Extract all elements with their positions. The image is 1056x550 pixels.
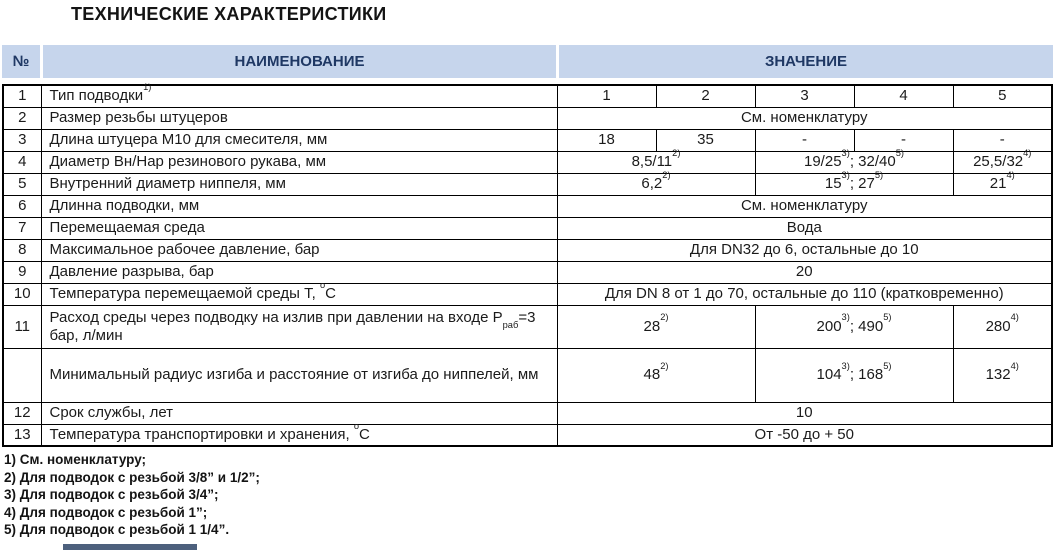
row-number-cell: 4 [3, 151, 41, 173]
row-name-cell: Температура перемещаемой среды Т, $^о$С [41, 283, 557, 305]
row-value-cell: 8,5/11$^{2)}$ [557, 151, 755, 173]
table-body [3, 82, 1052, 446]
row-value-cell: Для DN32 до 6, остальные до 10 [557, 239, 1052, 261]
row-number-cell: 7 [3, 217, 41, 239]
row-name-cell: Тип подводки$^{1)}$ [41, 85, 557, 107]
footnote-line: 5) Для подводок с резьбой 1 1/4”. [4, 522, 230, 538]
footnote-line: 3) Для подводок с резьбой 3/4”; [4, 487, 219, 503]
row-value-cell: 104$^{3)}$; 168$^{5)}$ [755, 348, 953, 402]
table-row [3, 305, 1052, 348]
header-cell-value: ЗНАЧЕНИЕ [559, 45, 1053, 78]
cropped-next-section-artifact [63, 544, 197, 550]
row-name-cell: Минимальный радиус изгиба и расстояние от изгиба до ниппелей, мм [41, 348, 557, 402]
row-name-cell: Размер резьбы штуцеров [41, 107, 557, 129]
row-value-cell: - [755, 129, 854, 151]
table-row [3, 261, 1052, 283]
row-value-cell: 28$^{2)}$ [557, 305, 755, 348]
row-value-cell: 20 [557, 261, 1052, 283]
row-value-cell: См. номенклатуру [557, 195, 1052, 217]
row-value-cell: 280$^{4)}$ [953, 305, 1052, 348]
table-row [3, 402, 1052, 424]
footnote-line: 2) Для подводок с резьбой 3/8” и 1/2”; [4, 469, 260, 485]
table-row [3, 217, 1052, 239]
row-number-cell: 11 [3, 305, 41, 348]
table-row [3, 151, 1052, 173]
table-row [3, 195, 1052, 217]
header-cell-name: НАИМЕНОВАНИЕ [43, 45, 556, 78]
row-value-cell: 3 [755, 85, 854, 107]
row-value-cell: 25,5/32$^{4)}$ [953, 151, 1052, 173]
row-number-cell: 6 [3, 195, 41, 217]
row-value-cell: 6,2$^{2)}$ [557, 173, 755, 195]
row-name-cell: Диаметр Вн/Нар резинового рукава, мм [41, 151, 557, 173]
footnote-line: 1) См. номенклатуру; [4, 452, 147, 467]
row-value-cell: - [854, 129, 953, 151]
row-name-cell: Длина штуцера М10 для смесителя, мм [41, 129, 557, 151]
row-name-cell: Расход среды через подводку на излив при давлении на входе $Р_{раб}=3$ бар, л/мин [41, 305, 557, 348]
footnote-line: 4) Для подводок с резьбой 1”; [4, 504, 208, 520]
row-value-cell: - [953, 129, 1052, 151]
row-value-cell: 18 [557, 129, 656, 151]
header-cell-number: № [2, 45, 40, 78]
row-value-cell: 15$^{3)}$; 27$^{5)}$ [755, 173, 953, 195]
row-name-cell: Температура транспортировки и хранения, $^о$С [41, 424, 557, 446]
row-value-cell: 10 [557, 402, 1052, 424]
row-value-cell: 200$^{3)}$; 490$^{5)}$ [755, 305, 953, 348]
row-number-cell: 2 [3, 107, 41, 129]
row-value-cell: 19/25$^{3)}$; 32/40$^{5)}$ [755, 151, 953, 173]
row-number-cell: 1 [3, 85, 41, 107]
row-name-cell: Максимальное рабочее давление, бар [41, 239, 557, 261]
table-row [3, 283, 1052, 305]
row-name-cell: Давление разрыва, бар [41, 261, 557, 283]
table-row [3, 129, 1052, 151]
footnotes [4, 451, 260, 539]
row-name-cell: Срок службы, лет [41, 402, 557, 424]
row-number-cell: 8 [3, 239, 41, 261]
row-number-cell: 13 [3, 424, 41, 446]
row-number-cell: 10 [3, 283, 41, 305]
row-value-cell: 48$^{2)}$ [557, 348, 755, 402]
row-value-cell: 21$^{4)}$ [953, 173, 1052, 195]
row-value-cell: 35 [656, 129, 755, 151]
row-value-cell: От -50 до + 50 [557, 424, 1052, 446]
table-header-row [2, 45, 1053, 78]
page-title: ТЕХНИЧЕСКИЕ ХАРАКТЕРИСТИКИ [71, 4, 387, 24]
specs-table [2, 84, 1053, 447]
row-value-cell: 1 [557, 85, 656, 107]
row-number-cell: 9 [3, 261, 41, 283]
row-name-cell: Внутренний диаметр ниппеля, мм [41, 173, 557, 195]
row-value-cell: См. номенклатуру [557, 107, 1052, 129]
row-value-cell: 5 [953, 85, 1052, 107]
table-row [3, 348, 1052, 402]
table-row [3, 173, 1052, 195]
row-value-cell: Вода [557, 217, 1052, 239]
row-name-cell: Длинна подводки, мм [41, 195, 557, 217]
table-row [3, 424, 1052, 446]
row-number-cell: 3 [3, 129, 41, 151]
row-value-cell: 4 [854, 85, 953, 107]
row-value-cell: 2 [656, 85, 755, 107]
row-value-cell: Для DN 8 от 1 до 70, остальные до 110 (кратковременно) [557, 283, 1052, 305]
row-number-cell: 5 [3, 173, 41, 195]
table-row [3, 107, 1052, 129]
table-row [3, 239, 1052, 261]
table-row [3, 85, 1052, 107]
row-name-cell: Перемещаемая среда [41, 217, 557, 239]
row-number-cell: 12 [3, 402, 41, 424]
row-value-cell: 132$^{4)}$ [953, 348, 1052, 402]
row-number-cell [3, 348, 41, 402]
